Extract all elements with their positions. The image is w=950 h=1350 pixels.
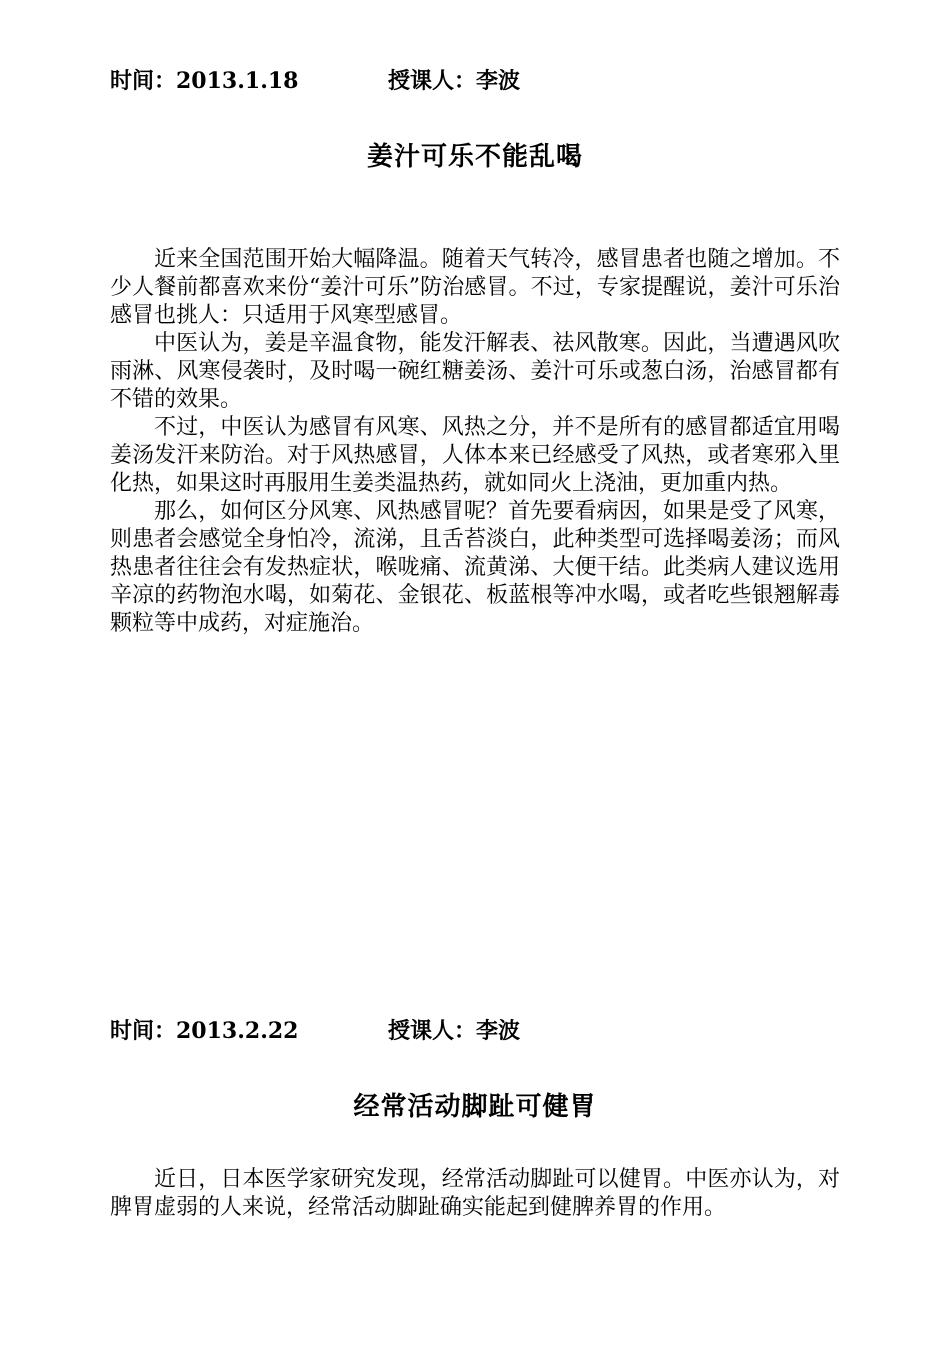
paragraph: 近来全国范围开始大幅降温。随着天气转冷，感冒患者也随之增加。不少人餐前都喜欢来份“姜汁可乐”防治感冒。不过，专家提醒说，姜汁可乐治感冒也挑人：只适用于风寒型感冒。 bbox=[110, 247, 840, 328]
paragraph: 不过，中医认为感冒有风寒、风热之分，并不是所有的感冒都适宜用喝姜汤发汗来防治。对于风热感冒，人体本来已经感受了风热，或者寒邪入里化热，如果这时再服用生姜类温热药，就如同火上浇油，更加重内热。 bbox=[110, 415, 840, 496]
article-body-2 bbox=[110, 1166, 840, 1222]
lesson-meta-1 bbox=[110, 66, 521, 96]
lesson-time: 时间：2013.2.22 bbox=[110, 1018, 299, 1044]
article-body-1 bbox=[110, 246, 840, 638]
lesson-teacher: 授课人：李波 bbox=[388, 1018, 521, 1044]
article-title: 经常活动脚趾可健胃 bbox=[353, 1092, 597, 1122]
paragraph: 中医认为，姜是辛温食物，能发汗解表、祛风散寒。因此，当遭遇风吹雨淋、风寒侵袭时，及时喝一碗红糖姜汤、姜汁可乐或葱白汤，治感冒都有不错的效果。 bbox=[110, 331, 840, 412]
lesson-teacher: 授课人：李波 bbox=[388, 68, 521, 94]
paragraph: 近日，日本医学家研究发现，经常活动脚趾可以健胃。中医亦认为，对脾胃虚弱的人来说，经常活动脚趾确实能起到健脾养胃的作用。 bbox=[110, 1167, 840, 1220]
lesson-time: 时间：2013.1.18 bbox=[110, 68, 299, 94]
paragraph: 那么，如何区分风寒、风热感冒呢？首先要看病因，如果是受了风寒，则患者会感觉全身怕冷，流涕，且舌苔淡白，此种类型可选择喝姜汤；而风热患者往往会有发热症状，喉咙痛、流黄涕、大便干结。此类病人建议选用辛凉的药物泡水喝，如菊花、金银花、板蓝根等冲水喝，或者吃些银翘解毒颗粒等中成药，对症施治。 bbox=[110, 499, 840, 636]
article-title: 姜汁可乐不能乱喝 bbox=[366, 142, 583, 172]
lesson-meta-2 bbox=[110, 1016, 521, 1046]
